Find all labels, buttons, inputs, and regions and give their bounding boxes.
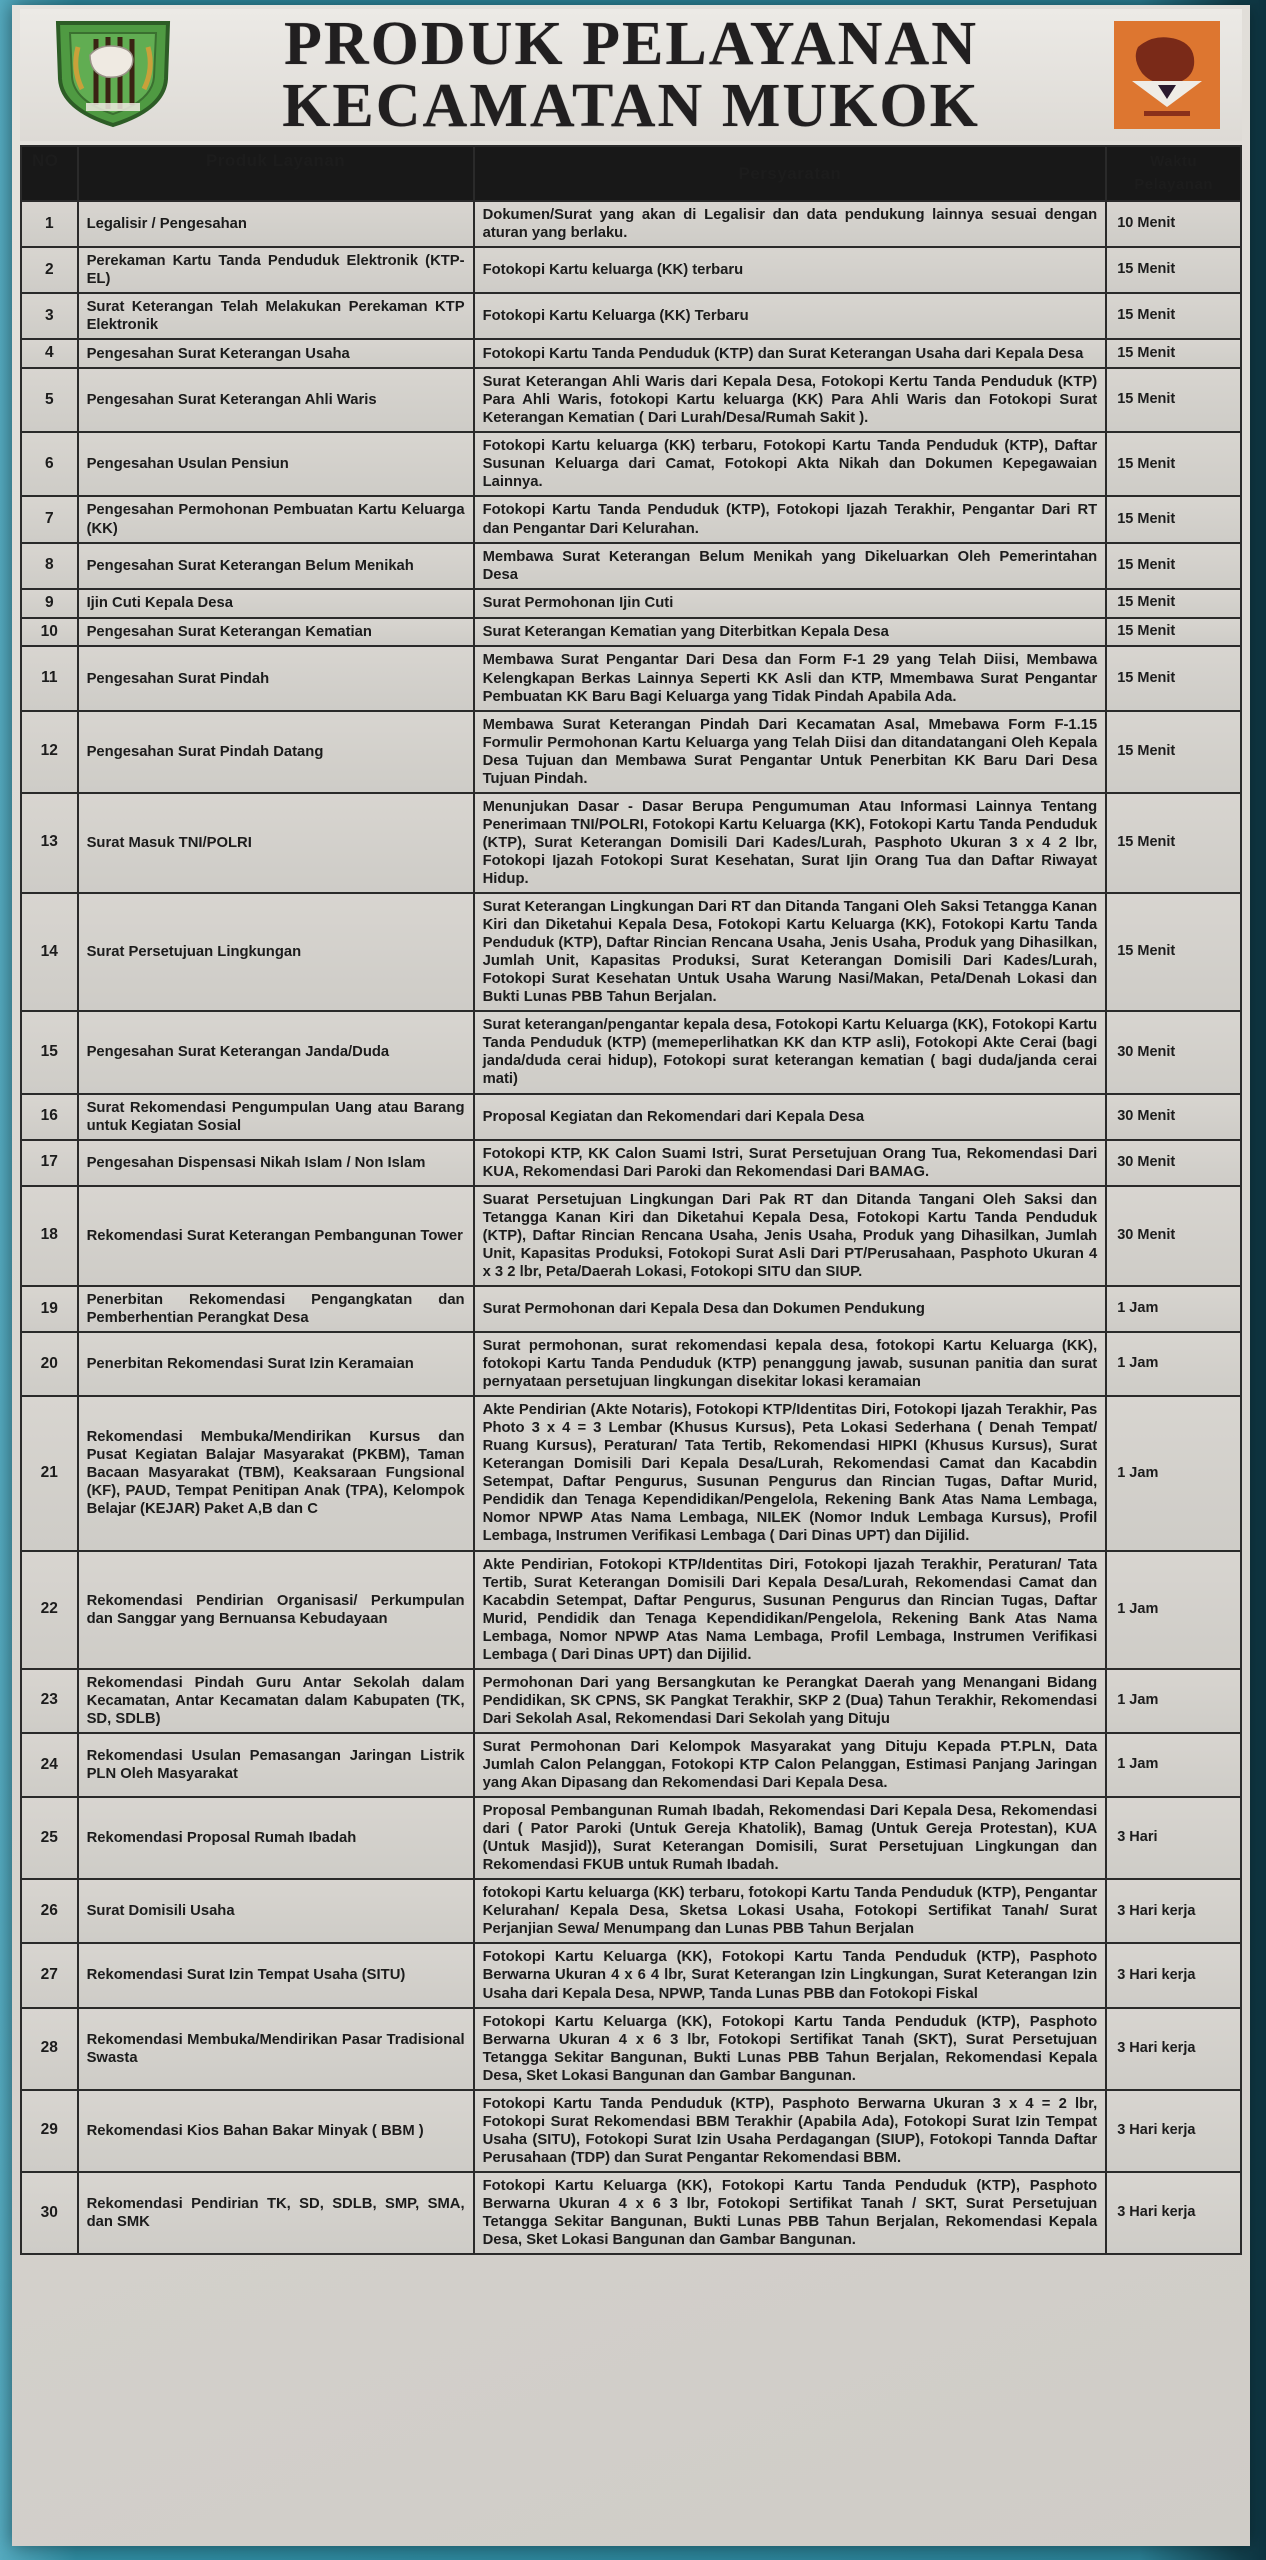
cell-persyaratan: Fotokopi Kartu Tanda Penduduk (KTP) dan Surat Keterangan Usaha dari Kepala Desa [474,339,1107,368]
cell-layanan: Pengesahan Surat Keterangan Belum Menikah [78,543,474,589]
cell-waktu: 3 Hari kerja [1106,2172,1241,2254]
cell-no: 24 [21,1733,78,1797]
cell-no: 12 [21,711,78,793]
cell-layanan: Rekomendasi Membuka/Mendirikan Pasar Tradisional Swasta [78,2008,474,2090]
cell-waktu: 3 Hari [1106,1797,1241,1879]
cell-persyaratan: Surat Permohonan Ijin Cuti [474,589,1107,618]
table-row [21,589,1241,618]
table-row [21,1669,1241,1733]
table-row [21,793,1241,893]
table-header-row [21,146,1241,201]
services-table [20,145,1242,2255]
table-row [21,893,1241,1011]
cell-persyaratan: Membawa Surat Keterangan Pindah Dari Kecamatan Asal, Mmebawa Form F-1.15 Formulir Permohonan Kartu Keluarga yang Telah Diisi dan ditandatangani Oleh Kepala Desa Tujuan dan Membawa Surat Pengantar Untuk Penerbitan KK Baru Dari Desa Tujuan Pindah. [474,711,1107,793]
cell-layanan: Legalisir / Pengesahan [78,201,474,247]
cell-layanan: Surat Rekomendasi Pengumpulan Uang atau Barang untuk Kegiatan Sosial [78,1094,474,1140]
table-row [21,339,1241,368]
table-row [21,201,1241,247]
cell-no: 2 [21,247,78,293]
cell-no: 18 [21,1186,78,1286]
cell-layanan: Pengesahan Surat Keterangan Usaha [78,339,474,368]
cell-layanan: Rekomendasi Pindah Guru Antar Sekolah dalam Kecamatan, Antar Kecamatan dalam Kabupaten (TK, SD, SDLB) [78,1669,474,1733]
cell-waktu: 1 Jam [1106,1733,1241,1797]
cell-layanan: Penerbitan Rekomendasi Pengangkatan dan Pemberhentian Perangkat Desa [78,1286,474,1332]
cell-no: 22 [21,1551,78,1669]
table-row [21,2090,1241,2172]
cell-no: 20 [21,1332,78,1396]
title-line-2: KECAMATAN MUKOK [282,72,980,140]
cell-layanan: Pengesahan Surat Keterangan Janda/Duda [78,1011,474,1093]
cell-waktu: 15 Menit [1106,793,1241,893]
cell-layanan: Pengesahan Surat Pindah [78,646,474,710]
table-row [21,432,1241,496]
cell-no: 29 [21,2090,78,2172]
table-row [21,646,1241,710]
cell-layanan: Pengesahan Surat Keterangan Ahli Waris [78,368,474,432]
table-row [21,1286,1241,1332]
cell-layanan: Rekomendasi Kios Bahan Bakar Minyak ( BBM ) [78,2090,474,2172]
cell-persyaratan: Fotokopi Kartu Keluarga (KK), Fotokopi Kartu Tanda Penduduk (KTP), Pasphoto Berwarna Ukuran 4 x 6 4 lbr, Surat Keterangan Izin Lingkungan, Surat Keterangan Izin Usaha dari Kepala Desa, NPWP, Tanda Lunas PBB dan Fotokopi Fiskal [474,1943,1107,2007]
cell-waktu: 30 Menit [1106,1011,1241,1093]
cell-waktu: 15 Menit [1106,543,1241,589]
cell-waktu: 15 Menit [1106,432,1241,496]
cell-layanan: Surat Keterangan Telah Melakukan Perekaman KTP Elektronik [78,293,474,339]
table-row [21,1396,1241,1550]
cell-persyaratan: Surat keterangan/pengantar kepala desa, Fotokopi Kartu Keluarga (KK), Fotokopi Kartu Tanda Penduduk (KTP) (memeperlihatkan KK dan KTP asli), Fotokopi Akte Cerai (bagi janda/duda cerai hidup), Fotokopi surat keterangan kematian ( bagi duda/janda cerai mati) [474,1011,1107,1093]
cell-waktu: 15 Menit [1106,893,1241,1011]
cell-persyaratan: Surat Permohonan dari Kepala Desa dan Dokumen Pendukung [474,1286,1107,1332]
page-title [282,10,980,140]
cell-no: 23 [21,1669,78,1733]
cell-persyaratan: Membawa Surat Pengantar Dari Desa dan Form F-1 29 yang Telah Diisi, Membawa Kelengkapan Berkas Lainnya Seperti KK Asli dan KTP, Mmembawa Surat Pengantar Pembuatan KK Baru Bagi Keluarga yang Tidak Pindah Apabila Ada. [474,646,1107,710]
cell-waktu: 3 Hari kerja [1106,2008,1241,2090]
cell-layanan: Pengesahan Dispensasi Nikah Islam / Non Islam [78,1140,474,1186]
cell-no: 25 [21,1797,78,1879]
cell-layanan: Rekomendasi Pendirian Organisasi/ Perkumpulan dan Sanggar yang Bernuansa Kebudayaan [78,1551,474,1669]
cell-no: 5 [21,368,78,432]
cell-waktu: 10 Menit [1106,201,1241,247]
cell-persyaratan: Fotokopi Kartu Keluarga (KK) Terbaru [474,293,1107,339]
cell-persyaratan: Surat Keterangan Ahli Waris dari Kepala Desa, Fotokopi Kertu Tanda Penduduk (KTP) Para Ahli Waris, fotokopi Kartu keluarga (KK) Para Ahli Waris dan Fotokopi Surat Keterangan Kematian ( Dari Lurah/Desa/Rumah Sakit ). [474,368,1107,432]
cell-persyaratan: Surat Keterangan Lingkungan Dari RT dan Ditanda Tangani Oleh Saksi Tetangga Kanan Kiri dan Diketahui Kepala Desa, Fotokopi Kartu Keluarga (KK), Fotokopi Kartu Tanda Penduduk (KTP), Daftar Rincian Rencana Usaha, Jenis Usaha, Produk yang Dihasilkan, Jumlah Unit, Kapasitas Produksi, Surat Keterangan Domisili Dari Kades/Lurah, Fotokopi Surat Kesehatan Untuk Usaha Warung Nasi/Makan, Peta/Denah Lokasi dan Bukti Lunas PBB Tahun Berjalan. [474,893,1107,1011]
table-row [21,247,1241,293]
cell-layanan: Surat Domisili Usaha [78,1879,474,1943]
cell-no: 11 [21,646,78,710]
table-row [21,2172,1241,2254]
cell-waktu: 1 Jam [1106,1396,1241,1550]
table-row [21,543,1241,589]
cell-persyaratan: Suarat Persetujuan Lingkungan Dari Pak RT dan Ditanda Tangani Oleh Saksi dan Tetangga Kanan Kiri dan Diketahui Kepala Desa, Fotokopi Kartu Tanda Penduduk (KTP), Daftar Rincian Rencana Usaha, Jenis Usaha, Produk yang Dihasilkan, Jumlah Unit, Kapasitas Produksi, Fotokopi Surat Asli Dari PT/Perusahaan, Pasphoto Ukuran 4 x 3 2 lbr, Peta/Daerah Lokasi, Fotokopi SITU dan SIUP. [474,1186,1107,1286]
table-row [21,1879,1241,1943]
cell-no: 14 [21,893,78,1011]
table-row [21,1943,1241,2007]
cell-waktu: 30 Menit [1106,1094,1241,1140]
cell-persyaratan: Fotokopi Kartu keluarga (KK) terbaru, Fotokopi Kartu Tanda Penduduk (KTP), Daftar Susunan Keluarga dari Camat, Fotokopi Akta Nikah dan Dokumen Kepegawaian Lainnya. [474,432,1107,496]
cell-layanan: Pengesahan Surat Pindah Datang [78,711,474,793]
cell-persyaratan: Membawa Surat Keterangan Belum Menikah yang Dikeluarkan Oleh Pemerintahan Desa [474,543,1107,589]
cell-no: 4 [21,339,78,368]
cell-persyaratan: Fotokopi Kartu keluarga (KK) terbaru [474,247,1107,293]
orange-emblem-icon [1114,21,1220,129]
cell-persyaratan: Fotokopi Kartu Tanda Penduduk (KTP), Pasphoto Berwarna Ukuran 3 x 4 = 2 lbr, Fotokopi Surat Rekomendasi BBM Terakhir (Apabila Ada), Fotokopi Surat Izin Tempat Usaha (SITU), Fotokopi Surat Izin Usaha Perdagangan (SIUP), Fotokopi Tannda Daftar Perusahaan (TDP) dan Surat Pengantar Rekomendasi BBM. [474,2090,1107,2172]
cell-layanan: Rekomendasi Proposal Rumah Ibadah [78,1797,474,1879]
cell-persyaratan: Surat Permohonan Dari Kelompok Masyarakat yang Dituju Kepada PT.PLN, Data Jumlah Calon Pelanggan, Fotokopi KTP Calon Pelanggan, Estimasi Panjang Jaringan yang Akan Dipasang dan Rekomendasi Dari Kepala Desa. [474,1733,1107,1797]
column-header-waktu: Waktu Pelayanan [1106,146,1241,201]
service-poster [12,5,1250,2546]
cell-waktu: 3 Hari kerja [1106,1943,1241,2007]
table-row [21,2008,1241,2090]
cell-layanan: Pengesahan Surat Keterangan Kematian [78,618,474,647]
cell-persyaratan: Proposal Pembangunan Rumah Ibadah, Rekomendasi Dari Kepala Desa, Rekomendasi dari ( Pator Paroki (Untuk Gereja Khatolik), Bamag (Untuk Gereja Protestan), KUA (Untuk Masjid)), Surat Keterangan Domisili, Surat Persetujuan Lingkungan dan Rekomendasi FKUB untuk Rumah Ibadah. [474,1797,1107,1879]
cell-layanan: Ijin Cuti Kepala Desa [78,589,474,618]
cell-persyaratan: fotokopi Kartu keluarga (KK) terbaru, fotokopi Kartu Tanda Penduduk (KTP), Pengantar Kelurahan/ Kepala Desa, Sketsa Lokasi Usaha, Fotokopi Sertifikat Tanah/ Surat Perjanjian Sewa/ Menumpang dan Lunas PBB Tahun Berjalan [474,1879,1107,1943]
cell-waktu: 15 Menit [1106,496,1241,542]
cell-no: 26 [21,1879,78,1943]
cell-layanan: Rekomendasi Surat Izin Tempat Usaha (SITU) [78,1943,474,2007]
cell-waktu: 15 Menit [1106,247,1241,293]
cell-persyaratan: Akte Pendirian, Fotokopi KTP/Identitas Diri, Fotokopi Ijazah Terakhir, Peraturan/ Tata Tertib, Surat Keterangan Domisili Dari Kepala Desa/Lurah, Rekomendasi Camat dan Kacabdin Setempat, Daftar Pengurus, Susunan Pengurus dan Rincian Tugas, Daftar Murid, Pendidik dan Tenaga Kependidikan/Pengelola, Rekening Bank Atas Nama Lembaga, Nomor NPWP Atas Nama Lembaga, Profil Lembaga, Instrumen Verifikasi Lembaga ( Dari Dinas UPT) dan Dijilid. [474,1551,1107,1669]
cell-persyaratan: Fotokopi Kartu Keluarga (KK), Fotokopi Kartu Tanda Penduduk (KTP), Pasphoto Berwarna Ukuran 4 x 6 3 lbr, Fotokopi Sertifikat Tanah / SKT, Surat Persetujuan Tetangga Sekitar Bangunan, Bukti Lunas PBB Tahun Berjalan, Rekomendasi Kepala Desa, Sket Lokasi Bangunan dan Gambar Bangunan. [474,2172,1107,2254]
cell-no: 17 [21,1140,78,1186]
cell-persyaratan: Menunjukan Dasar - Dasar Berupa Pengumuman Atau Informasi Lainnya Tentang Penerimaan TNI/POLRI, Fotokopi Kartu Keluarga (KK), Fotokopi Kartu Tanda Penduduk (KTP), Surat Keterangan Domisili Dari Kades/Lurah, Pasphoto Ukuran 3 x 4 2 lbr, Fotokopi Ijazah Fotokopi Surat Kesehatan, Surat Ijin Orang Tua dan Daftar Riwayat Hidup. [474,793,1107,893]
services-table-body [21,201,1241,2254]
cell-waktu: 15 Menit [1106,589,1241,618]
poster-header [20,9,1242,141]
table-row [21,368,1241,432]
cell-layanan: Surat Persetujuan Lingkungan [78,893,474,1011]
cell-layanan: Rekomendasi Surat Keterangan Pembangunan Tower [78,1186,474,1286]
cell-no: 21 [21,1396,78,1550]
cell-persyaratan: Proposal Kegiatan dan Rekomendari dari Kepala Desa [474,1094,1107,1140]
table-row [21,1094,1241,1140]
cell-no: 13 [21,793,78,893]
cell-no: 3 [21,293,78,339]
cell-waktu: 1 Jam [1106,1551,1241,1669]
cell-layanan: Rekomendasi Membuka/Mendirikan Kursus dan Pusat Kegiatan Balajar Masyarakat (PKBM), Taman Bacaan Masyarakat (TBM), Keaksaraan Fungsional (KF), PAUD, Tempat Penitipan Anak (TPA), Kelompok Belajar (KEJAR) Paket A,B dan C [78,1396,474,1550]
cell-layanan: Rekomendasi Usulan Pemasangan Jaringan Listrik PLN Oleh Masyarakat [78,1733,474,1797]
cell-persyaratan: Fotokopi Kartu Keluarga (KK), Fotokopi Kartu Tanda Penduduk (KTP), Pasphoto Berwarna Ukuran 4 x 6 3 lbr, Fotokopi Sertifikat Tanah (SKT), Surat Persetujuan Tetangga Sekitar Bangunan, Bukti Lunas PBB Tahun Berjalan, Rekomendasi Kepala Desa, Sket Lokasi Bangunan dan Gambar Bangunan. [474,2008,1107,2090]
cell-no: 7 [21,496,78,542]
cell-waktu: 15 Menit [1106,368,1241,432]
cell-layanan: Pengesahan Permohonan Pembuatan Kartu Keluarga (KK) [78,496,474,542]
cell-persyaratan: Akte Pendirian (Akte Notaris), Fotokopi KTP/Identitas Diri, Fotokopi Ijazah Terakhir, Pas Photo 3 x 4 = 3 Lembar (Khusus Kursus), Peta Lokasi Sederhana ( Denah Tempat/ Ruang Kursus), Peraturan/ Tata Tertib, Rekomendasi HIPKI (Khusus Kursus), Surat Keterangan Domisili Dari Kepala Desa/Lurah, Rekomendasi Camat dan Kacabdin Setempat, Daftar Pengurus, Susunan Pengurus dan Rincian Tugas, Daftar Murid, Pendidik dan Tenaga Kependidikan/Pengelola, Rekening Bank Atas Nama Lembaga, Nomor NPWP Atas Nama Lembaga, NILEK (Nomor Induk Lembaga Kursus), Profil Lembaga, Instrumen Verifikasi Lembaga ( Dari Dinas UPT) dan Dijilid. [474,1396,1107,1550]
cell-waktu: 1 Jam [1106,1332,1241,1396]
table-row [21,293,1241,339]
cell-no: 9 [21,589,78,618]
cell-no: 16 [21,1094,78,1140]
table-row [21,1186,1241,1286]
cell-no: 1 [21,201,78,247]
cell-no: 15 [21,1011,78,1093]
cell-layanan: Perekaman Kartu Tanda Penduduk Elektronik (KTP-EL) [78,247,474,293]
table-row [21,1551,1241,1669]
table-row [21,496,1241,542]
cell-no: 8 [21,543,78,589]
cell-waktu: 15 Menit [1106,618,1241,647]
cell-waktu: 15 Menit [1106,646,1241,710]
table-row [21,618,1241,647]
cell-waktu: 3 Hari kerja [1106,2090,1241,2172]
cell-no: 19 [21,1286,78,1332]
cell-waktu: 15 Menit [1106,293,1241,339]
table-row [21,1011,1241,1093]
table-row [21,1140,1241,1186]
cell-persyaratan: Surat permohonan, surat rekomendasi kepala desa, fotokopi Kartu Keluarga (KK), fotokopi Kartu Tanda Penduduk (KTP) penanggung jawab, susunan panitia dan surat pernyataan persetujuan lingkungan disekitar lokasi keramaian [474,1332,1107,1396]
cell-persyaratan: Fotokopi Kartu Tanda Penduduk (KTP), Fotokopi Ijazah Terakhir, Pengantar Dari RT dan Pengantar Dari Kelurahan. [474,496,1107,542]
table-row [21,1332,1241,1396]
cell-waktu: 30 Menit [1106,1186,1241,1286]
cell-waktu: 30 Menit [1106,1140,1241,1186]
cell-waktu: 15 Menit [1106,339,1241,368]
cell-layanan: Surat Masuk TNI/POLRI [78,793,474,893]
title-line-1: PRODUK PELAYANAN [284,10,978,78]
column-header-no: NO [21,146,78,201]
cell-waktu: 3 Hari kerja [1106,1879,1241,1943]
cell-no: 30 [21,2172,78,2254]
cell-waktu: 1 Jam [1106,1286,1241,1332]
table-row [21,1797,1241,1879]
cell-layanan: Rekomendasi Pendirian TK, SD, SDLB, SMP, SMA, dan SMK [78,2172,474,2254]
table-row [21,1733,1241,1797]
cell-waktu: 1 Jam [1106,1669,1241,1733]
table-row [21,711,1241,793]
cell-no: 10 [21,618,78,647]
regency-coat-of-arms-icon [48,17,178,129]
column-header-persyaratan: Persyaratan [474,146,1107,201]
cell-no: 28 [21,2008,78,2090]
cell-no: 27 [21,1943,78,2007]
cell-persyaratan: Dokumen/Surat yang akan di Legalisir dan data pendukung lainnya sesuai dengan aturan yang berlaku. [474,201,1107,247]
cell-waktu: 15 Menit [1106,711,1241,793]
cell-persyaratan: Surat Keterangan Kematian yang Diterbitkan Kepala Desa [474,618,1107,647]
cell-layanan: Pengesahan Usulan Pensiun [78,432,474,496]
cell-persyaratan: Permohonan Dari yang Bersangkutan ke Perangkat Daerah yang Menangani Bidang Pendidikan, SK CPNS, SK Pangkat Terakhir, SKP 2 (Dua) Tahun Terakhir, Rekomendasi Dari Sekolah Asal, Rekomendasi Dari Sekolah yang Dituju [474,1669,1107,1733]
cell-no: 6 [21,432,78,496]
column-header-layanan: Produk Layanan [78,146,474,201]
cell-persyaratan: Fotokopi KTP, KK Calon Suami Istri, Surat Persetujuan Orang Tua, Rekomendasi Dari KUA, Rekomendasi Dari Paroki dan Rekomendasi Dari BAMAG. [474,1140,1107,1186]
cell-layanan: Penerbitan Rekomendasi Surat Izin Keramaian [78,1332,474,1396]
